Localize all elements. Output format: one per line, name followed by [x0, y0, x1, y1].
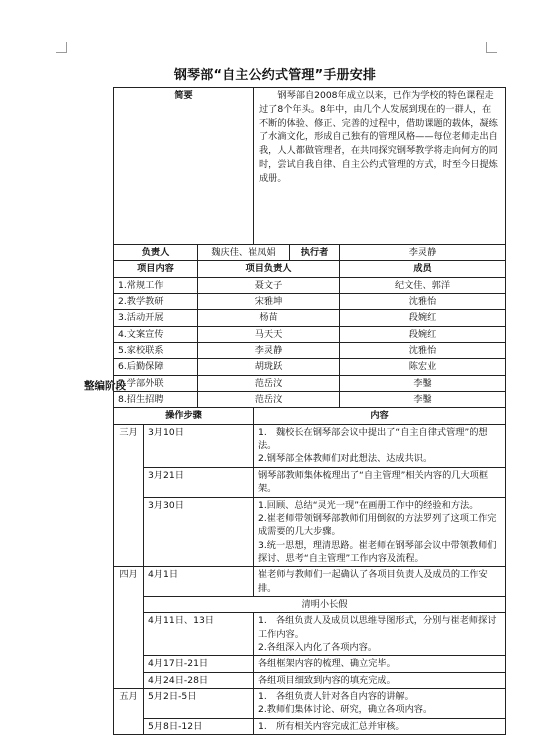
table-row: [114, 359, 506, 375]
project-lead: 胡珑跃: [198, 359, 340, 375]
schedule-date: 5月8日-12日: [144, 718, 254, 734]
schedule-row: [114, 718, 506, 734]
schedule-row: [114, 467, 506, 497]
project-header-row: [114, 261, 506, 277]
table-row: [114, 277, 506, 293]
table-row: [114, 326, 506, 342]
content-line: 3.统一思想，理清思路。崔老师在钢琴部会议中带领教师们探讨、思考“自主管理”工作内容及流程。: [258, 539, 497, 564]
table-row: [114, 343, 506, 359]
project-content: 7.学部外联: [114, 375, 198, 391]
summary-label: 简要: [114, 88, 254, 245]
project-lead: 马天天: [198, 326, 340, 342]
content-line: 各组框架内容的梳理、确立完毕。: [258, 658, 396, 670]
table-row: [114, 375, 506, 391]
schedule-content: [254, 497, 506, 567]
project-members: 纪文佳、郭洋: [340, 277, 506, 293]
project-members: 段婉红: [340, 310, 506, 326]
content-line: 2.各组深入内化了各项内容。: [258, 641, 378, 653]
project-content: 8.招生招聘: [114, 392, 198, 408]
project-content: 1.常规工作: [114, 277, 198, 293]
project-lead: 范岳汶: [198, 392, 340, 408]
content-line: 2.钢琴部全体教师们对此想法、达成共识。: [258, 453, 433, 465]
content-label: 内容: [254, 408, 506, 424]
project-content: 3.活动开展: [114, 310, 198, 326]
month-april: 四月: [114, 567, 144, 689]
content-line: 2.教师们集体讨论、研究，确立各项内容。: [258, 704, 433, 716]
content-line: 崔老师与教师们一起确认了各项目负责人及成员的工作安排。: [258, 569, 488, 594]
project-members: 李鑿: [340, 392, 506, 408]
steps-label: 操作步骤: [114, 408, 254, 424]
schedule-row: [114, 656, 506, 672]
table-row: [114, 294, 506, 310]
schedule-date: 3月21日: [144, 467, 254, 497]
schedule-date: 4月17日-21日: [144, 656, 254, 672]
executor-label: 执行者: [290, 245, 340, 261]
leader-row: [114, 245, 506, 261]
content-line: 钢琴部教师集体梳理出了“自主管理”相关内容的几大项框架。: [258, 469, 489, 495]
project-members: 沈雅怡: [340, 343, 506, 359]
project-lead: 范岳汶: [198, 375, 340, 391]
project-content: 2.教学教研: [114, 294, 198, 310]
project-lead: 杨苗: [198, 310, 340, 326]
project-members: 沈雅怡: [340, 294, 506, 310]
project-content: 5.家校联系: [114, 343, 198, 359]
project-members: 段婉红: [340, 326, 506, 342]
schedule-content: [254, 467, 506, 497]
content-line: 1. 各组负责人及成员以思维导图形式，分别与崔老师探讨工作内容。: [258, 615, 497, 640]
crop-mark-left: [56, 42, 67, 53]
content-line: 1. 魏校长在钢琴部会议中提出了“自主自律式管理”的想法。: [258, 426, 488, 452]
document-title: 钢琴部“自主公约式管理”手册安排: [173, 68, 377, 83]
summary-row: [114, 88, 506, 245]
project-header-content: 项目内容: [114, 261, 198, 277]
project-lead: 李灵静: [198, 343, 340, 359]
schedule-date: 3月30日: [144, 497, 254, 567]
project-lead: 聂文子: [198, 277, 340, 293]
table-row: [114, 392, 506, 408]
schedule-row: [114, 672, 506, 688]
schedule-content: [254, 613, 506, 656]
leader-value: 魏庆佳、崔凤娟: [198, 245, 290, 261]
schedule-date: 4月11日、13日: [144, 613, 254, 656]
schedule-content: [254, 672, 506, 688]
schedule-row: [114, 424, 506, 467]
plan-table: [113, 87, 506, 735]
holiday-label: 清明小长假: [144, 596, 506, 612]
project-members: 陈宏业: [340, 359, 506, 375]
project-lead: 宋雅坤: [198, 294, 340, 310]
project-content: 4.文案宣传: [114, 326, 198, 342]
schedule-date: 4月24日-28日: [144, 672, 254, 688]
schedule-content: [254, 424, 506, 467]
schedule-row: [114, 688, 506, 718]
schedule-content: [254, 688, 506, 718]
schedule-content: [254, 718, 506, 734]
project-header-lead: 项目负责人: [198, 261, 340, 277]
schedule-date: 5月2日-5日: [144, 688, 254, 718]
content-line: 1. 各组负责人针对各自内容的讲解。: [258, 690, 414, 702]
holiday-row: [114, 596, 506, 612]
schedule-content: [254, 656, 506, 672]
schedule-date: 4月1日: [144, 567, 254, 597]
project-members: 李鑿: [340, 375, 506, 391]
schedule-row: [114, 613, 506, 656]
month-may: 五月: [114, 688, 144, 734]
content-line: 2.崔老师带领钢琴部教师们用倒叙的方法罗列了这项工作完成需要的几大步骤。: [258, 512, 497, 538]
project-content: 6.后勤保障: [114, 359, 198, 375]
stage-label: 整编阶段: [84, 380, 126, 392]
table-row: [114, 310, 506, 326]
summary-text: 钢琴部自2008年成立以来，已作为学校的特色课程走过了8个年头。8年中，由几个人发展到现在的一群人，在不断的体验、修正、完善的过程中，借助课题的载体，凝练了水滴文化，形成自己独有的管理风格——每位老师走出自我，人人都做管理者，在共同探究钢琴教学将走向何方的同时，尝试自我自律、自主公约式管理的方式，时至今日提炼成册。: [254, 88, 506, 245]
steps-header-row: [114, 408, 506, 424]
project-header-members: 成员: [340, 261, 506, 277]
content-line: 各组项目细致到内容的填充完成。: [258, 674, 396, 686]
leader-label: 负责人: [114, 245, 198, 261]
crop-mark-right: [486, 42, 497, 53]
schedule-content: [254, 567, 506, 597]
content-line: 1. 所有相关内容完成汇总并审核。: [258, 720, 405, 732]
month-march: 三月: [114, 424, 144, 566]
schedule-row: [114, 497, 506, 567]
schedule-row: [114, 567, 506, 597]
content-line: 1.回顾、总结“灵光一现”在画册工作中的经验和方法。: [258, 499, 479, 511]
schedule-date: 3月10日: [144, 424, 254, 467]
executor-value: 李灵静: [340, 245, 506, 261]
